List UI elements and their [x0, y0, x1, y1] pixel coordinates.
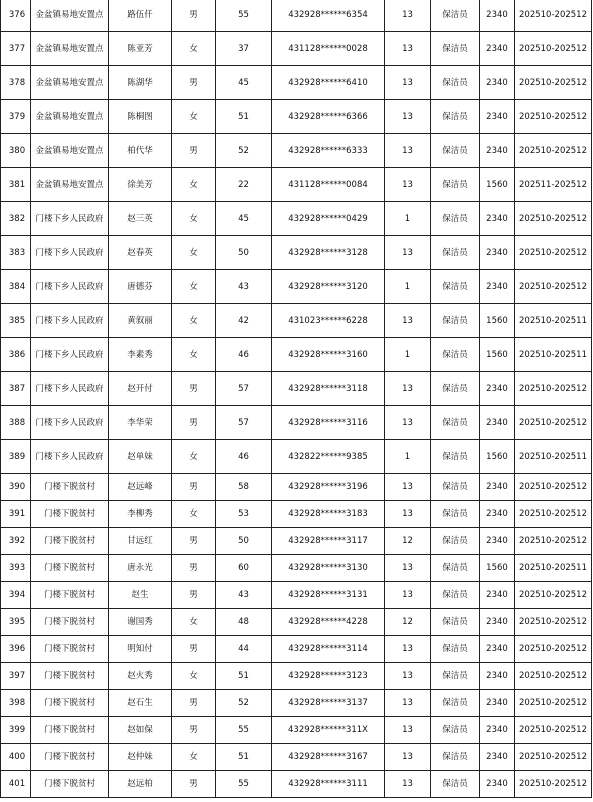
gender-cell: 女 [172, 168, 216, 202]
post-title-cell: 保洁员 [431, 501, 480, 528]
id-number-cell: 432928******3123 [272, 663, 385, 690]
post-title-cell: 保洁员 [431, 609, 480, 636]
subsidy-amount-cell: 2340 [480, 236, 515, 270]
row-number-cell: 392 [1, 528, 31, 555]
table-row [1, 66, 592, 100]
subsidy-amount-cell: 1560 [480, 304, 515, 338]
post-title-cell: 保洁员 [431, 236, 480, 270]
table-row [1, 636, 592, 663]
subsidy-class-cell: 13 [385, 690, 431, 717]
work-unit-cell: 门楼下脱贫村 [31, 690, 109, 717]
subsidy-class-cell: 13 [385, 134, 431, 168]
person-name-cell: 陈桐图 [109, 100, 172, 134]
post-title-cell: 保洁员 [431, 744, 480, 771]
work-unit-cell: 门楼下乡人民政府 [31, 406, 109, 440]
gender-cell: 男 [172, 66, 216, 100]
subsidy-amount-cell: 2340 [480, 528, 515, 555]
table-row [1, 406, 592, 440]
subsidy-class-cell: 13 [385, 100, 431, 134]
work-unit-cell: 金盆镇易地安置点 [31, 0, 109, 32]
id-number-cell: 432928******3114 [272, 636, 385, 663]
post-title-cell: 保洁员 [431, 406, 480, 440]
work-unit-cell: 门楼下脱贫村 [31, 717, 109, 744]
work-unit-cell: 门楼下脱贫村 [31, 771, 109, 798]
id-number-cell: 432822******9385 [272, 440, 385, 474]
table-row [1, 717, 592, 744]
post-title-cell: 保洁员 [431, 636, 480, 663]
gender-cell: 男 [172, 134, 216, 168]
subsidy-period-cell: 202510-202512 [515, 236, 592, 270]
post-title-cell: 保洁员 [431, 0, 480, 32]
id-number-cell: 432928******6333 [272, 134, 385, 168]
id-number-cell: 431128******0084 [272, 168, 385, 202]
id-number-cell: 432928******3130 [272, 555, 385, 582]
gender-cell: 男 [172, 636, 216, 663]
subsidy-period-cell: 202510-202512 [515, 690, 592, 717]
subsidy-class-cell: 1 [385, 440, 431, 474]
subsidy-amount-cell: 2340 [480, 663, 515, 690]
subsidy-period-cell: 202510-202511 [515, 440, 592, 474]
gender-cell: 男 [172, 406, 216, 440]
age-cell: 45 [216, 66, 272, 100]
subsidy-amount-cell: 2340 [480, 66, 515, 100]
subsidy-period-cell: 202511-202512 [515, 168, 592, 202]
person-name-cell: 陈亚芳 [109, 32, 172, 66]
person-name-cell: 明知付 [109, 636, 172, 663]
row-number-cell: 383 [1, 236, 31, 270]
person-name-cell: 唐德芬 [109, 270, 172, 304]
person-name-cell: 赵火秀 [109, 663, 172, 690]
row-number-cell: 378 [1, 66, 31, 100]
row-number-cell: 391 [1, 501, 31, 528]
id-number-cell: 432928******3131 [272, 582, 385, 609]
id-number-cell: 432928******6410 [272, 66, 385, 100]
subsidy-class-cell: 13 [385, 304, 431, 338]
id-number-cell: 431128******0028 [272, 32, 385, 66]
gender-cell: 男 [172, 771, 216, 798]
table-row [1, 32, 592, 66]
subsidy-period-cell: 202510-202512 [515, 202, 592, 236]
age-cell: 51 [216, 663, 272, 690]
person-name-cell: 黄叙丽 [109, 304, 172, 338]
subsidy-amount-cell: 1560 [480, 555, 515, 582]
person-name-cell: 赵如保 [109, 717, 172, 744]
age-cell: 44 [216, 636, 272, 663]
person-name-cell: 李华荣 [109, 406, 172, 440]
post-title-cell: 保洁员 [431, 66, 480, 100]
id-number-cell: 432928******311X [272, 717, 385, 744]
age-cell: 43 [216, 270, 272, 304]
subsidy-amount-cell: 2340 [480, 100, 515, 134]
age-cell: 45 [216, 202, 272, 236]
subsidy-amount-cell: 2340 [480, 771, 515, 798]
work-unit-cell: 金盆镇易地安置点 [31, 134, 109, 168]
subsidy-period-cell: 202510-202512 [515, 663, 592, 690]
post-title-cell: 保洁员 [431, 663, 480, 690]
person-name-cell: 唐永光 [109, 555, 172, 582]
subsidy-class-cell: 13 [385, 372, 431, 406]
gender-cell: 女 [172, 304, 216, 338]
subsidy-period-cell: 202510-202512 [515, 372, 592, 406]
table-row [1, 744, 592, 771]
gender-cell: 男 [172, 474, 216, 501]
subsidy-class-cell: 13 [385, 582, 431, 609]
post-title-cell: 保洁员 [431, 338, 480, 372]
table-row [1, 236, 592, 270]
id-number-cell: 432928******3120 [272, 270, 385, 304]
work-unit-cell: 门楼下脱贫村 [31, 501, 109, 528]
row-number-cell: 395 [1, 609, 31, 636]
row-number-cell: 381 [1, 168, 31, 202]
row-number-cell: 393 [1, 555, 31, 582]
post-title-cell: 保洁员 [431, 582, 480, 609]
person-name-cell: 徐美芳 [109, 168, 172, 202]
person-name-cell: 路伍仟 [109, 0, 172, 32]
subsidy-period-cell: 202510-202512 [515, 744, 592, 771]
id-number-cell: 432928******6354 [272, 0, 385, 32]
person-name-cell: 谢国秀 [109, 609, 172, 636]
subsidy-class-cell: 13 [385, 406, 431, 440]
age-cell: 50 [216, 236, 272, 270]
subsidy-class-cell: 12 [385, 528, 431, 555]
subsidy-class-cell: 13 [385, 636, 431, 663]
subsidy-amount-cell: 2340 [480, 0, 515, 32]
age-cell: 43 [216, 582, 272, 609]
table-row [1, 501, 592, 528]
subsidy-period-cell: 202510-202511 [515, 304, 592, 338]
person-name-cell: 李素秀 [109, 338, 172, 372]
id-number-cell: 432928******3116 [272, 406, 385, 440]
post-title-cell: 保洁员 [431, 440, 480, 474]
subsidy-amount-cell: 2340 [480, 636, 515, 663]
person-name-cell: 赵生 [109, 582, 172, 609]
subsidy-amount-cell: 2340 [480, 609, 515, 636]
post-title-cell: 保洁员 [431, 32, 480, 66]
row-number-cell: 385 [1, 304, 31, 338]
id-number-cell: 432928******3117 [272, 528, 385, 555]
person-name-cell: 赵远柏 [109, 771, 172, 798]
gender-cell: 男 [172, 528, 216, 555]
subsidy-class-cell: 13 [385, 0, 431, 32]
table-row [1, 270, 592, 304]
age-cell: 55 [216, 717, 272, 744]
gender-cell: 男 [172, 0, 216, 32]
gender-cell: 女 [172, 440, 216, 474]
row-number-cell: 388 [1, 406, 31, 440]
row-number-cell: 386 [1, 338, 31, 372]
work-unit-cell: 门楼下脱贫村 [31, 528, 109, 555]
person-name-cell: 赵仲妹 [109, 744, 172, 771]
person-name-cell: 柏代华 [109, 134, 172, 168]
row-number-cell: 379 [1, 100, 31, 134]
row-number-cell: 399 [1, 717, 31, 744]
table-row [1, 690, 592, 717]
subsidy-amount-cell: 2340 [480, 744, 515, 771]
post-title-cell: 保洁员 [431, 100, 480, 134]
subsidy-period-cell: 202510-202512 [515, 0, 592, 32]
id-number-cell: 432928******0429 [272, 202, 385, 236]
subsidy-period-cell: 202510-202512 [515, 771, 592, 798]
id-number-cell: 432928******3160 [272, 338, 385, 372]
work-unit-cell: 门楼下乡人民政府 [31, 236, 109, 270]
id-number-cell: 432928******3118 [272, 372, 385, 406]
work-unit-cell: 门楼下乡人民政府 [31, 270, 109, 304]
subsidy-period-cell: 202510-202512 [515, 270, 592, 304]
age-cell: 37 [216, 32, 272, 66]
person-name-cell: 甘远红 [109, 528, 172, 555]
person-name-cell: 赵单妹 [109, 440, 172, 474]
gender-cell: 女 [172, 501, 216, 528]
age-cell: 60 [216, 555, 272, 582]
age-cell: 46 [216, 338, 272, 372]
subsidy-class-cell: 1 [385, 202, 431, 236]
subsidy-amount-cell: 2340 [480, 690, 515, 717]
subsidy-period-cell: 202510-202512 [515, 474, 592, 501]
subsidy-class-cell: 12 [385, 609, 431, 636]
gender-cell: 女 [172, 338, 216, 372]
work-unit-cell: 金盆镇易地安置点 [31, 100, 109, 134]
gender-cell: 女 [172, 32, 216, 66]
table-row [1, 202, 592, 236]
id-number-cell: 432928******3137 [272, 690, 385, 717]
post-title-cell: 保洁员 [431, 134, 480, 168]
table-row [1, 134, 592, 168]
post-title-cell: 保洁员 [431, 202, 480, 236]
person-name-cell: 李柳秀 [109, 501, 172, 528]
table-row [1, 555, 592, 582]
subsidy-class-cell: 13 [385, 32, 431, 66]
gender-cell: 女 [172, 236, 216, 270]
post-title-cell: 保洁员 [431, 528, 480, 555]
subsidy-class-cell: 13 [385, 236, 431, 270]
subsidy-period-cell: 202510-202512 [515, 528, 592, 555]
table-row [1, 771, 592, 798]
gender-cell: 女 [172, 270, 216, 304]
row-number-cell: 401 [1, 771, 31, 798]
work-unit-cell: 门楼下脱贫村 [31, 663, 109, 690]
table-row [1, 528, 592, 555]
subsidy-period-cell: 202510-202511 [515, 338, 592, 372]
row-number-cell: 394 [1, 582, 31, 609]
age-cell: 48 [216, 609, 272, 636]
subsidy-amount-cell: 2340 [480, 582, 515, 609]
post-title-cell: 保洁员 [431, 555, 480, 582]
id-number-cell: 432928******3196 [272, 474, 385, 501]
person-name-cell: 赵开付 [109, 372, 172, 406]
gender-cell: 男 [172, 582, 216, 609]
row-number-cell: 376 [1, 0, 31, 32]
subsidy-class-cell: 13 [385, 66, 431, 100]
row-number-cell: 387 [1, 372, 31, 406]
gender-cell: 男 [172, 555, 216, 582]
subsidy-class-cell: 13 [385, 168, 431, 202]
age-cell: 50 [216, 528, 272, 555]
gender-cell: 女 [172, 100, 216, 134]
person-name-cell: 赵远峰 [109, 474, 172, 501]
post-title-cell: 保洁员 [431, 717, 480, 744]
person-name-cell: 赵三英 [109, 202, 172, 236]
gender-cell: 女 [172, 202, 216, 236]
work-unit-cell: 门楼下脱贫村 [31, 636, 109, 663]
age-cell: 52 [216, 690, 272, 717]
age-cell: 52 [216, 134, 272, 168]
subsidy-class-cell: 1 [385, 270, 431, 304]
subsidy-class-cell: 1 [385, 338, 431, 372]
table-row [1, 440, 592, 474]
subsidy-period-cell: 202510-202512 [515, 134, 592, 168]
id-number-cell: 432928******3128 [272, 236, 385, 270]
table-row [1, 100, 592, 134]
id-number-cell: 432928******3167 [272, 744, 385, 771]
subsidy-amount-cell: 2340 [480, 134, 515, 168]
id-number-cell: 432928******3183 [272, 501, 385, 528]
subsidy-class-cell: 13 [385, 744, 431, 771]
subsidy-amount-cell: 1560 [480, 168, 515, 202]
id-number-cell: 431023******6228 [272, 304, 385, 338]
subsidy-class-cell: 13 [385, 555, 431, 582]
work-unit-cell: 门楼下脱贫村 [31, 609, 109, 636]
work-unit-cell: 门楼下乡人民政府 [31, 440, 109, 474]
gender-cell: 男 [172, 717, 216, 744]
subsidy-amount-cell: 1560 [480, 440, 515, 474]
age-cell: 42 [216, 304, 272, 338]
row-number-cell: 397 [1, 663, 31, 690]
gender-cell: 女 [172, 609, 216, 636]
row-number-cell: 389 [1, 440, 31, 474]
id-number-cell: 432928******6366 [272, 100, 385, 134]
post-title-cell: 保洁员 [431, 270, 480, 304]
gender-cell: 男 [172, 690, 216, 717]
table-row [1, 304, 592, 338]
table-row [1, 372, 592, 406]
subsidy-class-cell: 13 [385, 663, 431, 690]
gender-cell: 男 [172, 372, 216, 406]
person-name-cell: 陈湖华 [109, 66, 172, 100]
row-number-cell: 390 [1, 474, 31, 501]
age-cell: 22 [216, 168, 272, 202]
person-name-cell: 赵春英 [109, 236, 172, 270]
row-number-cell: 380 [1, 134, 31, 168]
row-number-cell: 382 [1, 202, 31, 236]
work-unit-cell: 门楼下乡人民政府 [31, 338, 109, 372]
subsidy-amount-cell: 2340 [480, 372, 515, 406]
age-cell: 51 [216, 100, 272, 134]
age-cell: 51 [216, 744, 272, 771]
work-unit-cell: 门楼下乡人民政府 [31, 202, 109, 236]
table-row [1, 474, 592, 501]
subsidy-amount-cell: 2340 [480, 717, 515, 744]
gender-cell: 女 [172, 744, 216, 771]
work-unit-cell: 门楼下脱贫村 [31, 555, 109, 582]
subsidy-period-cell: 202510-202512 [515, 100, 592, 134]
age-cell: 58 [216, 474, 272, 501]
post-title-cell: 保洁员 [431, 168, 480, 202]
subsidy-period-cell: 202510-202511 [515, 555, 592, 582]
work-unit-cell: 金盆镇易地安置点 [31, 66, 109, 100]
subsidy-period-cell: 202510-202512 [515, 636, 592, 663]
table-row [1, 338, 592, 372]
subsidy-period-cell: 202510-202512 [515, 66, 592, 100]
subsidy-amount-cell: 2340 [480, 474, 515, 501]
age-cell: 55 [216, 771, 272, 798]
age-cell: 46 [216, 440, 272, 474]
subsidy-period-cell: 202510-202512 [515, 32, 592, 66]
age-cell: 53 [216, 501, 272, 528]
subsidy-period-cell: 202510-202512 [515, 406, 592, 440]
work-unit-cell: 金盆镇易地安置点 [31, 32, 109, 66]
post-title-cell: 保洁员 [431, 304, 480, 338]
table-row [1, 663, 592, 690]
age-cell: 55 [216, 0, 272, 32]
row-number-cell: 384 [1, 270, 31, 304]
work-unit-cell: 门楼下脱贫村 [31, 582, 109, 609]
row-number-cell: 400 [1, 744, 31, 771]
age-cell: 57 [216, 372, 272, 406]
subsidy-class-cell: 13 [385, 771, 431, 798]
work-unit-cell: 门楼下脱贫村 [31, 474, 109, 501]
subsidy-amount-cell: 2340 [480, 32, 515, 66]
subsidy-amount-cell: 2340 [480, 501, 515, 528]
subsidy-class-cell: 13 [385, 717, 431, 744]
table-row [1, 0, 592, 32]
work-unit-cell: 门楼下乡人民政府 [31, 372, 109, 406]
subsidy-amount-cell: 2340 [480, 406, 515, 440]
work-unit-cell: 门楼下脱贫村 [31, 744, 109, 771]
gender-cell: 女 [172, 663, 216, 690]
subsidy-class-cell: 13 [385, 474, 431, 501]
table-row [1, 582, 592, 609]
post-title-cell: 保洁员 [431, 372, 480, 406]
table-row [1, 168, 592, 202]
row-number-cell: 377 [1, 32, 31, 66]
row-number-cell: 398 [1, 690, 31, 717]
work-unit-cell: 门楼下乡人民政府 [31, 304, 109, 338]
subsidy-period-cell: 202510-202512 [515, 582, 592, 609]
subsidy-period-cell: 202510-202512 [515, 717, 592, 744]
subsidy-period-cell: 202510-202512 [515, 609, 592, 636]
subsidy-amount-cell: 2340 [480, 202, 515, 236]
person-name-cell: 赵石生 [109, 690, 172, 717]
subsidy-amount-cell: 1560 [480, 338, 515, 372]
subsidy-period-cell: 202510-202512 [515, 501, 592, 528]
post-title-cell: 保洁员 [431, 771, 480, 798]
subsidy-class-cell: 13 [385, 501, 431, 528]
id-number-cell: 432928******3111 [272, 771, 385, 798]
table-row [1, 609, 592, 636]
age-cell: 57 [216, 406, 272, 440]
id-number-cell: 432928******4228 [272, 609, 385, 636]
work-unit-cell: 金盆镇易地安置点 [31, 168, 109, 202]
post-title-cell: 保洁员 [431, 474, 480, 501]
row-number-cell: 396 [1, 636, 31, 663]
subsidy-amount-cell: 2340 [480, 270, 515, 304]
post-title-cell: 保洁员 [431, 690, 480, 717]
